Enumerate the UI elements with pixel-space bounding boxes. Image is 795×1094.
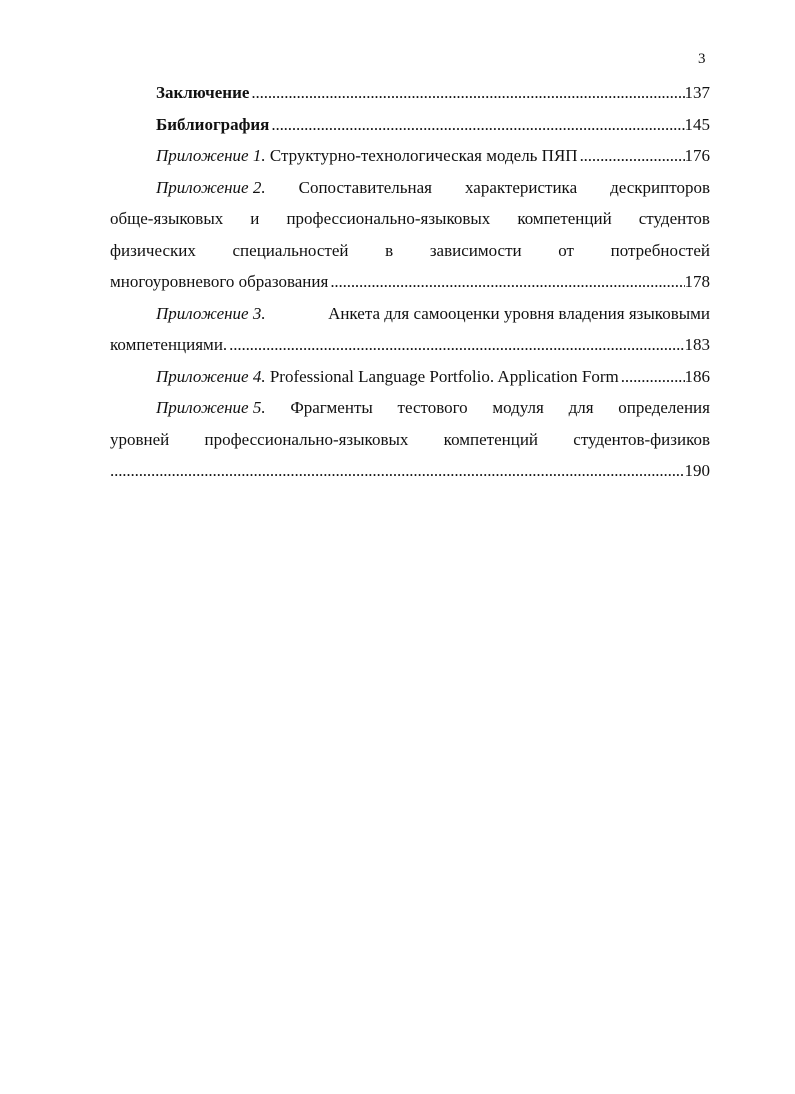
word: компетенций [443,429,539,449]
word: зависимости [429,240,522,260]
toc-entry-conclusion [110,77,710,109]
toc-entry-appendix-2-line-2 [110,203,710,235]
word: характеристика [465,177,578,197]
word: определения [618,398,710,417]
dot-leader [110,455,685,487]
word: для [568,398,594,417]
appendix-label: Приложение 3. [156,303,266,323]
toc-entry-appendix-3-line-2 [110,329,710,361]
word: в [385,240,394,260]
toc-entry-appendix-5-line-1 [110,392,710,424]
appendix-title: Professional Language Portfolio. Application Form [269,366,619,386]
dot-leader [619,361,685,393]
word: физических [110,240,196,260]
toc-entry-page: 183 [684,335,710,354]
toc-entry-page: 137 [684,83,710,102]
appendix-label: Приложение 1. [156,146,266,165]
toc-entry-appendix-2-line-1 [110,172,710,204]
toc-entry-page: 186 [684,366,710,386]
toc-entry-page: 178 [684,272,710,291]
dot-leader [328,266,684,298]
appendix-title: Структурно-технологическая модель ПЯП [269,146,578,165]
toc-entry-title: Библиография [156,114,270,134]
dot-leader [227,329,684,361]
word: специальностей [232,240,349,260]
toc-entry-appendix-2-line-3 [110,235,710,267]
toc-entry-page: 176 [684,146,710,165]
word: Фрагменты [290,398,373,417]
word: Сопоставительная [298,177,432,197]
word: компетенций [517,209,612,228]
word: от [558,240,574,260]
dot-leader [578,140,685,172]
page-number: 3 [698,51,706,67]
appendix-label: Приложение 4. [156,366,266,386]
dot-leader [249,77,684,109]
toc-entry-page: 145 [684,114,710,134]
word: обще-языковых [110,209,224,228]
word: уровней [110,429,170,449]
toc-entry-appendix-4 [110,361,710,393]
appendix-title-end: компетенциями. [110,335,228,354]
word: студентов-физиков [573,429,710,449]
toc-entry-bibliography [110,109,710,141]
word: потребностей [610,240,710,260]
word: и [250,209,260,228]
word: профессионально-языковых [286,209,491,228]
dot-leader [269,109,684,141]
word: тестового [397,398,468,417]
word: студентов [638,209,710,228]
appendix-title: Анкета для самооценки уровня владения языковыми [328,303,710,323]
word: модуля [492,398,544,417]
toc-entry-appendix-5-line-3 [110,455,710,487]
appendix-title-end: многоуровневого образования [110,272,329,291]
toc-entry-appendix-5-line-2 [110,424,710,456]
toc-entry-appendix-1 [110,140,710,172]
toc-entry-page: 190 [684,461,710,480]
word: дескрипторов [610,177,710,197]
toc-entry-appendix-3-line-1 [110,298,710,330]
toc-entry-appendix-2-line-4 [110,266,710,298]
toc-entry-title: Заключение [156,83,250,102]
appendix-label: Приложение 5. [156,398,266,417]
appendix-label: Приложение 2. [156,177,266,197]
table-of-contents [110,77,710,487]
word: профессионально-языковых [204,429,409,449]
